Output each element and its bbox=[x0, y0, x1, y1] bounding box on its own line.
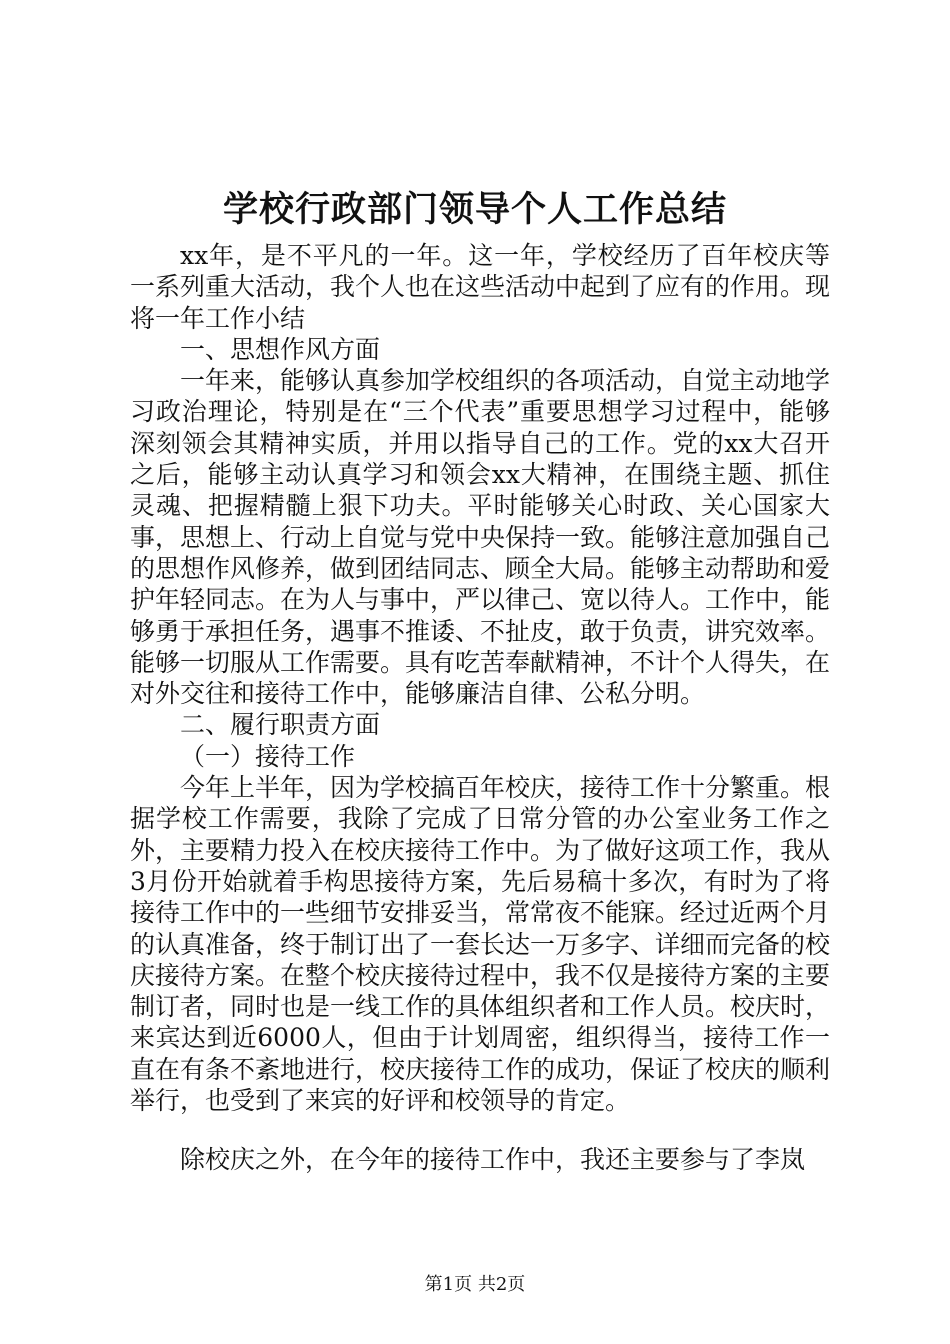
document-body bbox=[130, 240, 830, 1176]
page-footer: 第1页 共2页 bbox=[424, 1274, 526, 1295]
paragraph-reception: 今年上半年，因为学校搞百年校庆，接待工作十分繁重。根据学校工作需要，我除了完成了日常分管的办公室业务工作之外，主要精力投入在校庆接待工作中。为了做好这项工作，我从3月份开始就着手构思接待方案，先后易稿十多次，有时为了将接待工作中的一些细节安排妥当，常常夜不能寐。经过近两个月的认真准备，终于制订出了一套长达一万多字、详细而完备的校庆接待方案。在整个校庆接待过程中，我不仅是接待方案的主要制订者，同时也是一线工作的具体组织者和工作人员。校庆时，来宾达到近6000人，但由于计划周密，组织得当，接待工作一直在有条不紊地进行，校庆接待工作的成功，保证了校庆的顺利举行，也受到了来宾的好评和校领导的肯定。 bbox=[130, 773, 831, 1116]
paragraph-intro: xx年，是不平凡的一年。这一年，学校经历了百年校庆等一系列重大活动，我个人也在这些活动中起到了应有的作用。现将一年工作小结 bbox=[130, 241, 831, 333]
subsection-heading-reception: （一）接待工作 bbox=[180, 741, 356, 771]
paragraph-ideology: 一年来，能够认真参加学校组织的各项活动，自觉主动地学习政治理论，特别是在“三个代表”重要思想学习过程中，能够深刻领会其精神实质，并用以指导自己的工作。党的xx大召开之后，能够主动认真学习和领会xx大精神，在围绕主题、抓住灵魂、把握精髓上狠下功夫。平时能够关心时政、关心国家大事，思想上、行动上自觉与党中央保持一致。能够注意加强自己的思想作风修养，做到团结同志、顾全大局。能够主动帮助和爱护年轻同志。在为人与事中，严以律己、宽以待人。工作中，能够勇于承担任务，遇事不推诿、不扯皮，敢于负责，讲究效率。能够一切服从工作需要。具有吃苦奉献精神，不计个人得失，在对外交往和接待工作中，能够廉洁自律、公私分明。 bbox=[130, 366, 831, 709]
document-title: 学校行政部门领导个人工作总结 bbox=[222, 189, 727, 230]
section-heading-ideology: 一、思想作风方面 bbox=[180, 334, 381, 364]
paragraph-continuation: 除校庆之外，在今年的接待工作中，我还主要参与了李岚 bbox=[180, 1145, 806, 1175]
section-heading-duties: 二、履行职责方面 bbox=[180, 710, 381, 740]
